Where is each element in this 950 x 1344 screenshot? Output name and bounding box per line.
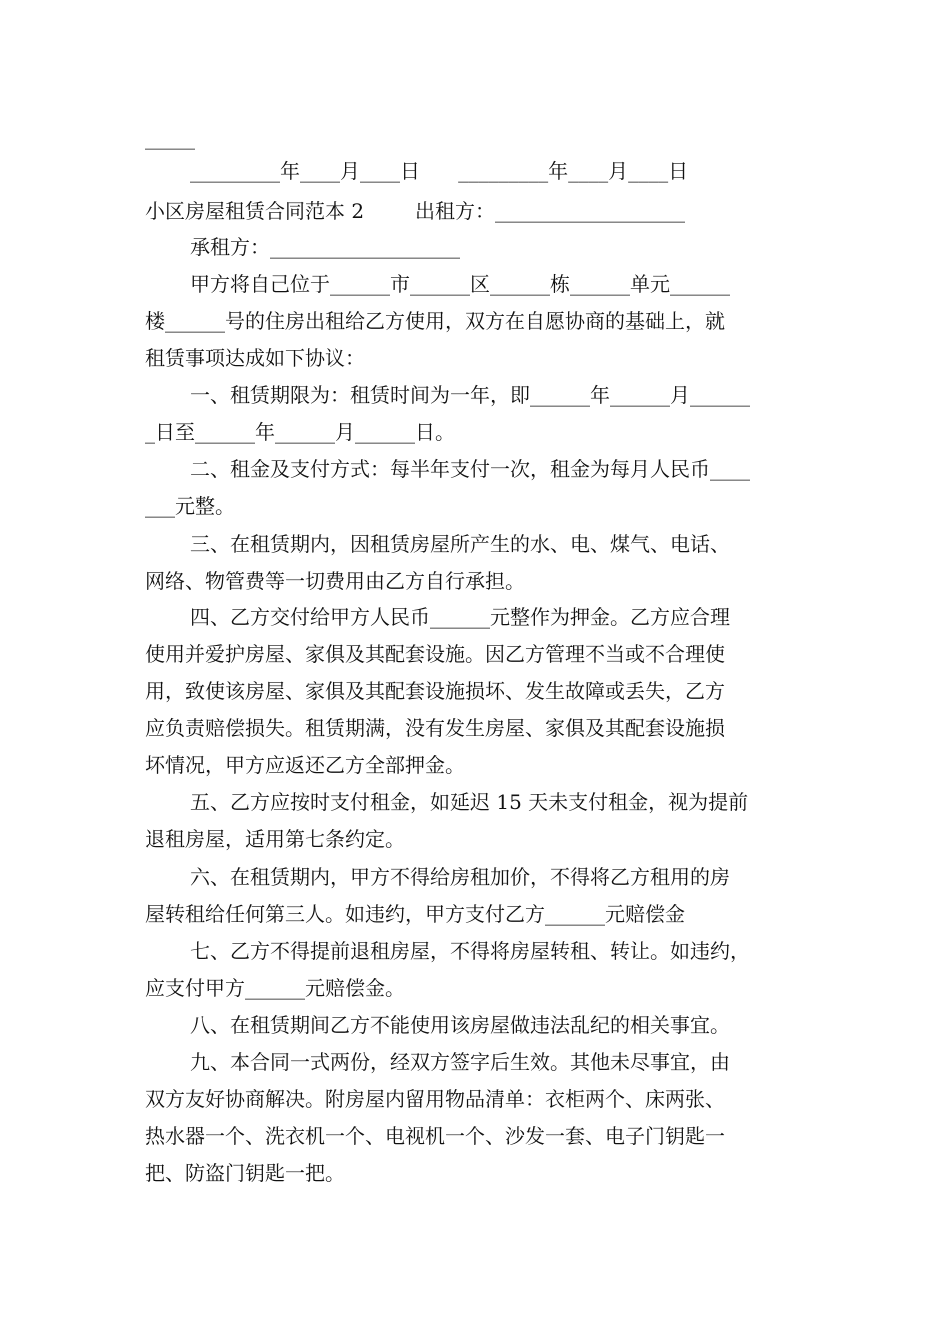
clause-3-line: 三、在租赁期内，因租赁房屋所产生的水、电、煤气、电话、: [190, 532, 730, 556]
clause-4-line: 坏情况，甲方应返还乙方全部押金。: [145, 753, 465, 777]
clause-9-line: 双方友好协商解决。附房屋内留用物品清单：衣柜两个、床两张、: [145, 1087, 725, 1111]
clause-4-line: 用，致使该房屋、家俱及其配套设施损坏、发生故障或丢失，乙方: [145, 679, 725, 703]
clause-5-line: 五、乙方应按时支付租金，如延迟 15 天未支付租金，视为提前: [190, 790, 749, 814]
paragraph-line: 甲方将自己位于______市______区______栋______单元______: [190, 272, 730, 296]
clause-4-line: 使用并爱护房屋、家俱及其配套设施。因乙方管理不当或不合理使: [145, 642, 725, 666]
clause-5-line: 退租房屋，适用第七条约定。: [145, 827, 405, 851]
clause-9-line: 九、本合同一式两份，经双方签字后生效。其他未尽事宜，由: [190, 1050, 730, 1074]
clause-3-line: 网络、物管费等一切费用由乙方自行承担。: [145, 569, 525, 593]
tenant-line: 承租方：___________________: [190, 235, 460, 259]
clause-1-line: 一、租赁期限为：租赁时间为一年，即______年______月______: [190, 383, 750, 407]
clause-8-line: 八、在租赁期间乙方不能使用该房屋做违法乱纪的相关事宜。: [190, 1013, 730, 1037]
clause-9-line: 热水器一个、洗衣机一个、电视机一个、沙发一套、电子门钥匙一: [145, 1124, 725, 1148]
clause-6-line: 六、在租赁期内，甲方不得给房租加价，不得将乙方租用的房: [190, 865, 730, 889]
title-line: 小区房屋租赁合同范本 2 出租方：___________________: [145, 199, 685, 223]
clause-7-line: 应支付甲方______元赔偿金。: [145, 976, 405, 1000]
clause-2-line: 二、租金及支付方式：每半年支付一次，租金为每月人民币____: [190, 457, 750, 481]
clause-2-line: ___元整。: [145, 494, 235, 518]
date-line: _________年____月____日 _________年____月____日: [190, 159, 689, 183]
paragraph-line: 楼______号的住房出租给乙方使用，双方在自愿协商的基础上，就: [145, 309, 725, 333]
clause-4-line: 四、乙方交付给甲方人民币______元整作为押金。乙方应合理: [190, 605, 730, 629]
text-line: _____: [145, 126, 195, 150]
clause-6-line: 屋转租给任何第三人。如违约，甲方支付乙方______元赔偿金: [145, 902, 685, 926]
paragraph-line: 租赁事项达成如下协议：: [145, 346, 365, 370]
clause-4-line: 应负责赔偿损失。租赁期满，没有发生房屋、家俱及其配套设施损: [145, 716, 725, 740]
clause-1-line: _日至______年______月______日。: [145, 420, 455, 444]
clause-9-line: 把、防盗门钥匙一把。: [145, 1161, 345, 1185]
clause-7-line: 七、乙方不得提前退租房屋，不得将房屋转租、转让。如违约，: [190, 939, 750, 963]
